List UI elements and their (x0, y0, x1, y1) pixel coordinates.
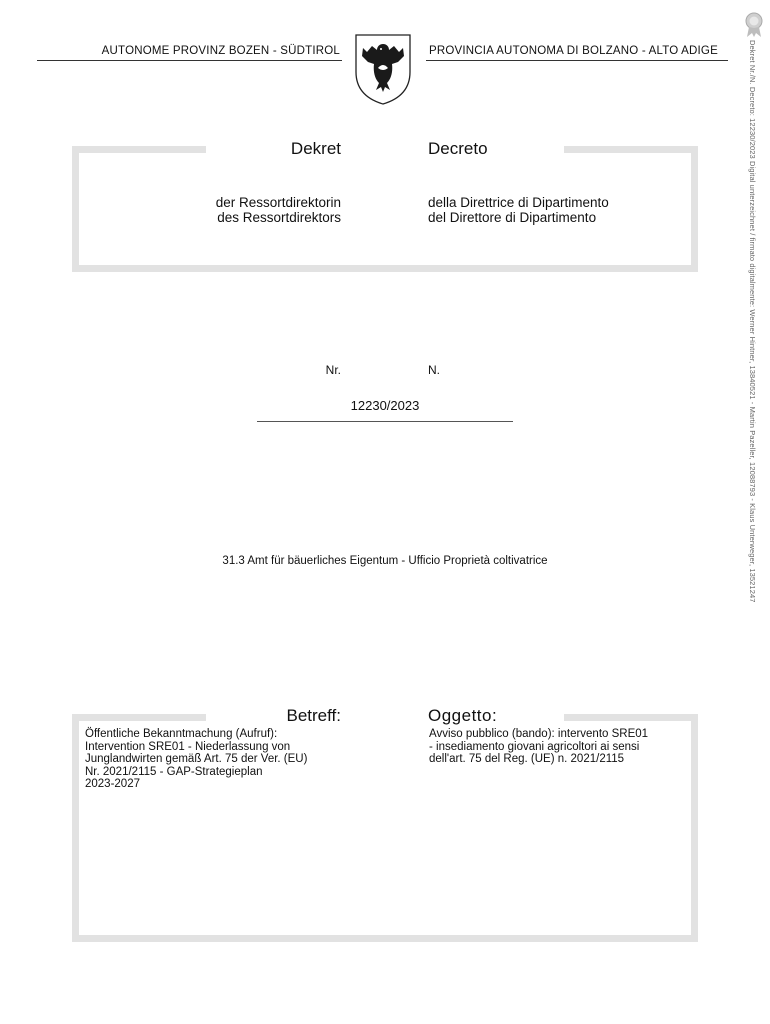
number-label-de: Nr. (325, 363, 341, 377)
header-right: PROVINCIA AUTONOMA DI BOLZANO - ALTO ADIGE (429, 45, 718, 57)
header-right-rule (426, 60, 728, 61)
eagle-coat-of-arms-icon (352, 32, 414, 106)
number-label-it: N. (428, 363, 440, 377)
subject-it-line: - insediamento giovani agricoltori ai sensi (429, 740, 640, 753)
subject-text-de (85, 728, 355, 791)
signature-sidebar: Dekret Nr./N. Decreto: 12230/2023 Digital unterzeichnet / firmato digitalmente: Werner Hintner, 13840521 - Martin Pazeller, 12088793 - Klaus Unterweger, 13521247 (748, 40, 757, 603)
header-left: AUTONOME PROVINZ BOZEN - SÜDTIROL (101, 45, 340, 57)
decree-title-it: Decreto (428, 139, 488, 158)
subject-title-it: Oggetto: (428, 706, 498, 725)
subject-text-it (429, 728, 694, 766)
subject-title-de: Betreff: (286, 706, 341, 725)
issuer-it (428, 195, 609, 225)
decree-title-de: Dekret (290, 139, 341, 158)
subject-de-line: Intervention SRE01 - Niederlassung von (85, 740, 291, 753)
header-left-rule (37, 60, 342, 61)
subject-de-line: Öffentliche Bekanntmachung (Aufruf): (85, 728, 278, 740)
decree-number: 12230/2023 (350, 398, 420, 413)
decree-frame-gap (206, 140, 564, 158)
subject-frame-gap (206, 708, 564, 726)
subject-it-line: dell'art. 75 del Reg. (UE) n. 2021/2115 (429, 753, 625, 765)
subject-de-line: Junglandwirten gemäß Art. 75 der Ver. (EU) (85, 753, 308, 765)
issuer-it-line2: del Direttore di Dipartimento (428, 210, 597, 225)
issuer-de-line2: des Ressortdirektors (217, 210, 341, 225)
subject-de-line: 2023-2027 (85, 778, 140, 790)
issuer-de-line1: der Ressortdirektorin (215, 195, 341, 210)
office-name: 31.3 Amt für bäuerliches Eigentum - Ufficio Proprietà coltivatrice (222, 555, 548, 567)
issuer-it-line1: della Direttrice di Dipartimento (428, 195, 609, 210)
decree-number-rule (257, 421, 513, 422)
seal-icon (744, 12, 764, 38)
subject-it-line: Avviso pubblico (bando): intervento SRE01 (429, 728, 649, 740)
issuer-de (216, 195, 341, 225)
subject-de-line: Nr. 2021/2115 - GAP-Strategieplan (85, 765, 263, 778)
